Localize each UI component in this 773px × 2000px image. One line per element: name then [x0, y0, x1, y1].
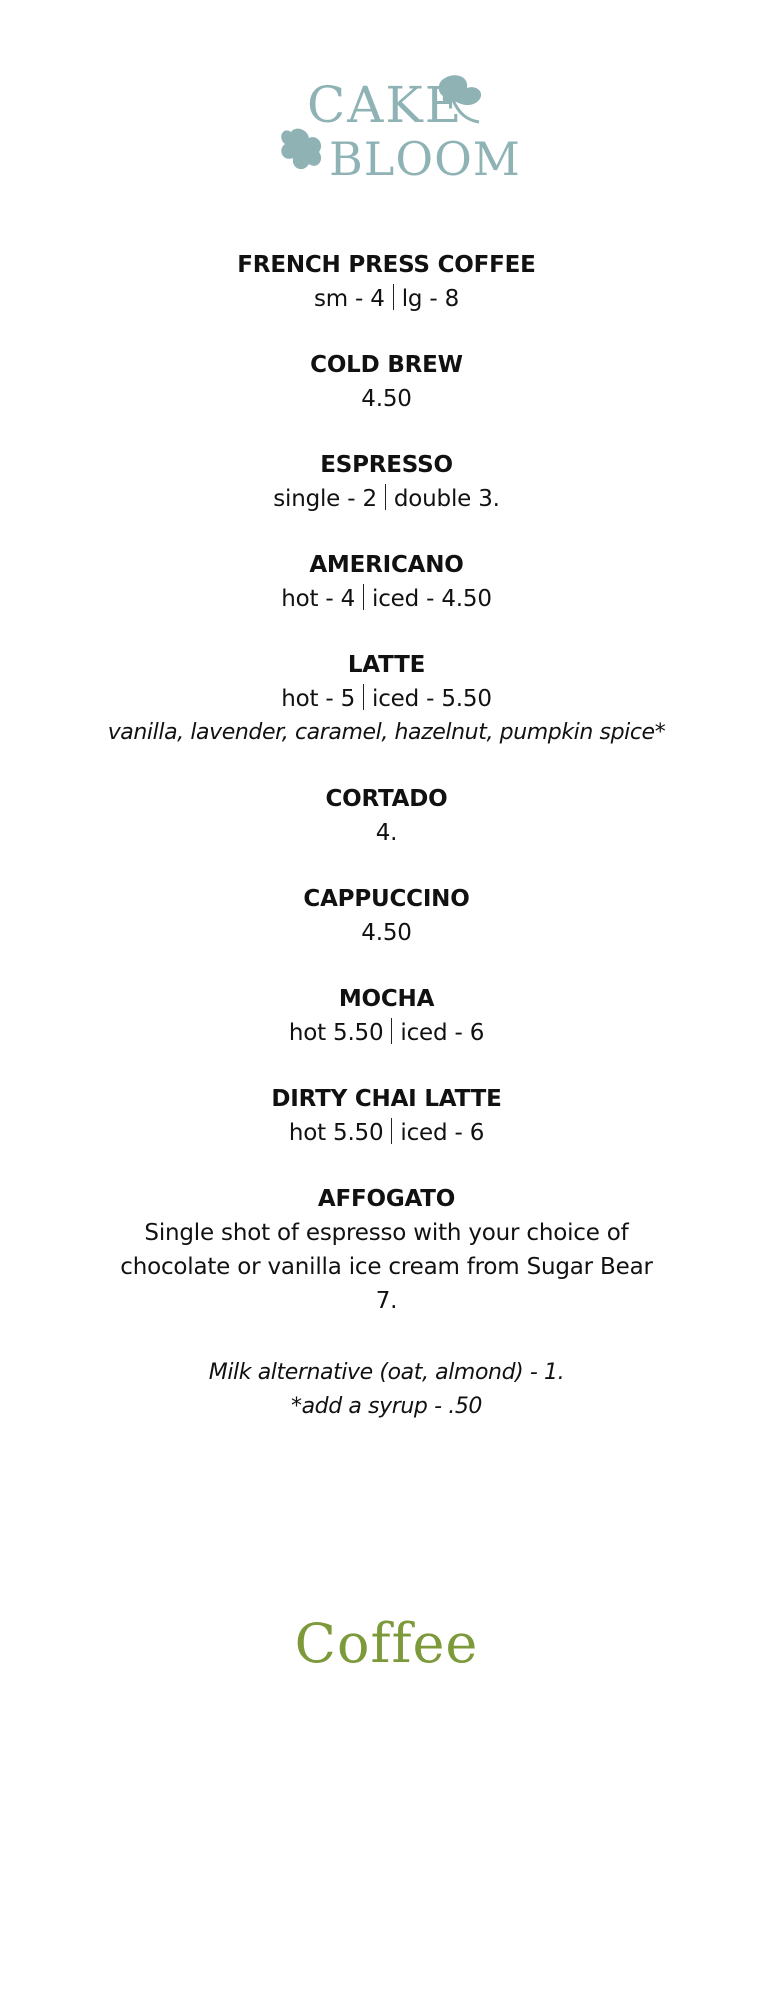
leaf-icon	[281, 129, 321, 170]
menu-item-price: 4.50	[361, 920, 412, 946]
menu-item-prices	[0, 1116, 773, 1150]
menu-item	[0, 882, 773, 950]
price-option: iced - 6	[400, 1020, 485, 1046]
menu-item-prices	[0, 282, 773, 316]
cake-bloom-logo-mark	[277, 70, 521, 186]
divider	[385, 484, 386, 510]
section-title: Coffee	[294, 1612, 479, 1675]
menu-item-name: LATTE	[347, 652, 426, 678]
price-option: iced - 4.50	[372, 586, 492, 612]
price-option: hot - 5	[281, 686, 356, 712]
menu-item-name: MOCHA	[338, 986, 435, 1012]
menu-item-prices	[0, 482, 773, 516]
menu-item-prices	[0, 1016, 773, 1050]
menu-footnotes	[0, 1356, 773, 1424]
menu-item-prices	[0, 682, 773, 716]
menu-item-name: COLD BREW	[310, 352, 463, 378]
menu-item	[0, 782, 773, 850]
menu-item	[0, 1182, 773, 1318]
price-option: single - 2	[273, 486, 377, 512]
menu-item-name: CORTADO	[325, 786, 448, 812]
menu-item-name: AFFOGATO	[317, 1186, 456, 1212]
price-option: lg - 8	[401, 286, 460, 312]
syrup-note: *add a syrup - .50	[290, 1394, 483, 1419]
price-option: hot - 4	[281, 586, 356, 612]
menu-item-price: 4.	[375, 820, 398, 846]
divider	[393, 284, 394, 310]
divider	[363, 584, 364, 610]
menu-item	[0, 448, 773, 516]
menu-item	[0, 248, 773, 316]
cake-bloom-logo	[0, 70, 773, 185]
flavor-options: vanilla, lavender, caramel, hazelnut, pumpkin spice*	[107, 720, 666, 745]
price-option: hot 5.50	[288, 1120, 384, 1146]
price-option: iced - 5.50	[372, 686, 492, 712]
menu-item-name: CAPPUCCINO	[303, 886, 470, 912]
milk-alternative-note: Milk alternative (oat, almond) - 1.	[208, 1360, 565, 1385]
menu-item	[0, 982, 773, 1050]
price-option: sm - 4	[313, 286, 385, 312]
menu-item-description: Single shot of espresso with your choice of chocolate or vanilla ice cream from Sugar Bear	[120, 1220, 653, 1280]
logo-text-cake: CAKE	[306, 76, 463, 134]
divider	[391, 1118, 392, 1144]
menu-item-price: 7.	[375, 1288, 398, 1314]
menu-item-name: FRENCH PRESS COFFEE	[237, 252, 536, 278]
price-option: hot 5.50	[288, 1020, 384, 1046]
menu-item-price: 4.50	[361, 386, 412, 412]
menu-item	[0, 1082, 773, 1150]
menu-item-name: ESPRESSO	[320, 452, 453, 478]
menu-item	[0, 348, 773, 416]
menu-item-name: AMERICANO	[309, 552, 464, 578]
price-option: double 3.	[393, 486, 500, 512]
divider	[363, 684, 364, 710]
menu-item-name: DIRTY CHAI LATTE	[271, 1086, 502, 1112]
menu-item	[0, 648, 773, 750]
menu-item-prices	[0, 582, 773, 616]
logo-text-bloom: BLOOM	[328, 132, 521, 186]
coffee-menu	[0, 248, 773, 1424]
menu-item	[0, 548, 773, 616]
divider	[391, 1018, 392, 1044]
price-option: iced - 6	[400, 1120, 485, 1146]
